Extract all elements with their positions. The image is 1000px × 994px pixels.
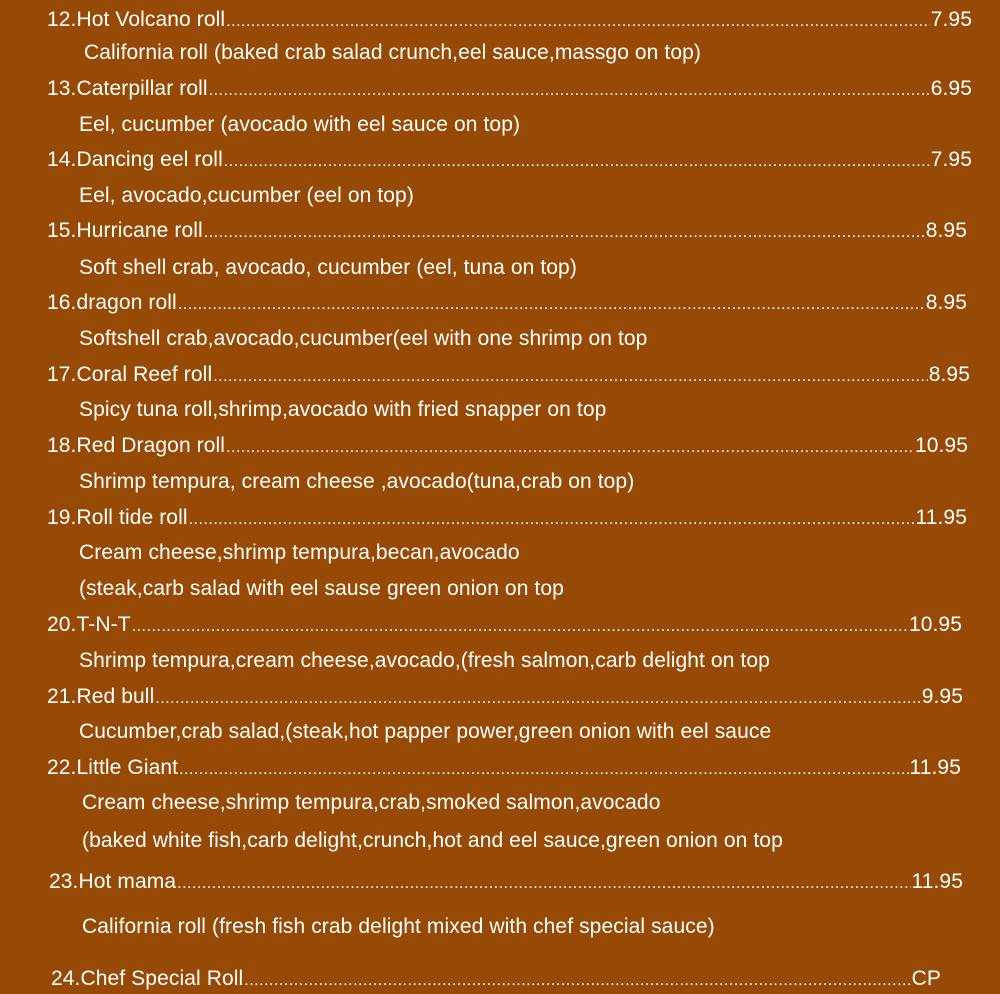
menu-item-description: California roll (baked crab salad crunch,eel sauce,massgo on top) [84,41,701,64]
menu-item-price: 10.95 [908,613,962,636]
menu-item-price: CP [911,967,941,990]
menu-item-name: 13.Caterpillar roll [47,77,208,100]
menu-item-price: 6.95 [930,77,972,100]
menu-item-name: 20.T-N-T [47,613,131,636]
menu-item-name: 18.Red Dragon roll [47,434,226,457]
menu-item-title-line [47,433,968,461]
menu-item-name: 12.Hot Volcano roll [47,8,226,31]
leader-dots [213,364,928,390]
menu-item-title-line [49,869,963,897]
menu-item-description: Spicy tuna roll,shrimp,avocado with fried snapper on top [79,398,607,421]
menu-item-name: 16.dragon roll [47,291,177,314]
leader-dots [226,9,930,35]
menu-item-description: Shrimp tempura,cream cheese,avocado,(fresh salmon,carb delight on top [79,649,770,672]
menu-item-price: 10.95 [914,434,968,457]
menu-item-description: Eel, cucumber (avocado with eel sauce on top) [79,113,521,136]
leader-dots [204,220,925,246]
leader-dots [209,78,930,104]
menu-item-description: (steak,carb salad with eel sause green onion on top [79,577,564,600]
leader-dots [179,757,908,783]
menu-item-description: Soft shell crab, avocado, cucumber (eel, tuna on top) [79,256,577,279]
menu-item-price: 8.95 [925,219,967,242]
leader-dots [155,686,920,712]
menu-item-title-line [47,755,961,783]
menu-item-description: Cream cheese,shrimp tempura,becan,avocado [79,541,520,564]
leader-dots [178,292,925,318]
menu-item-description: Softshell crab,avocado,cucumber(eel with one shrimp on top [79,327,648,350]
menu-item-name: 22.Little Giant [47,756,179,779]
menu-item-price: 7.95 [930,148,972,171]
menu-item-price: 11.95 [909,756,961,779]
menu-item-price: 8.95 [925,291,967,314]
leader-dots [226,435,914,461]
menu-item-description: Cream cheese,shrimp tempura,crab,smoked salmon,avocado [82,791,661,814]
menu-item-title-line [47,290,967,318]
menu-item-description: California roll (fresh fish crab delight mixed with chef special sauce) [82,915,715,938]
menu-item-title-line [47,76,972,104]
menu-item-name: 14.Dancing eel roll [47,148,223,171]
menu-item-title-line [47,362,970,390]
menu-item-title-line [47,218,967,246]
menu-item-title-line [51,966,941,994]
leader-dots [224,149,930,175]
menu-item-description: Eel, avocado,cucumber (eel on top) [79,184,414,207]
menu-item-title-line [47,612,962,640]
menu-item-title-line [47,505,967,533]
menu-item-price: 11.95 [911,870,963,893]
menu-item-name: 15.Hurricane roll [47,219,203,242]
leader-dots [177,871,910,897]
leader-dots [189,507,915,533]
menu-item-description: Shrimp tempura, cream cheese ,avocado(tuna,crab on top) [79,470,635,493]
menu-item-name: 17.Coral Reef roll [47,363,213,386]
leader-dots [244,968,910,994]
menu-item-name: 19.Roll tide roll [47,506,188,529]
menu-item-name: 21.Red bull [47,685,155,708]
menu-item-price: 11.95 [915,506,967,529]
menu-item-name: 23.Hot mama [49,870,177,893]
menu-item-description: (baked white fish,carb delight,crunch,hot and eel sauce,green onion on top [82,829,783,852]
menu-item-title-line [47,7,972,35]
menu-item-price: 9.95 [921,685,963,708]
menu-item-name: 24.Chef Special Roll [51,967,244,990]
menu-item-title-line [47,147,972,175]
leader-dots [132,614,908,640]
menu-item-price: 8.95 [928,363,970,386]
menu-item-description: Cucumber,crab salad,(steak,hot papper power,green onion with eel sauce [79,720,772,743]
menu-item-title-line [47,684,963,712]
menu-item-price: 7.95 [930,8,972,31]
